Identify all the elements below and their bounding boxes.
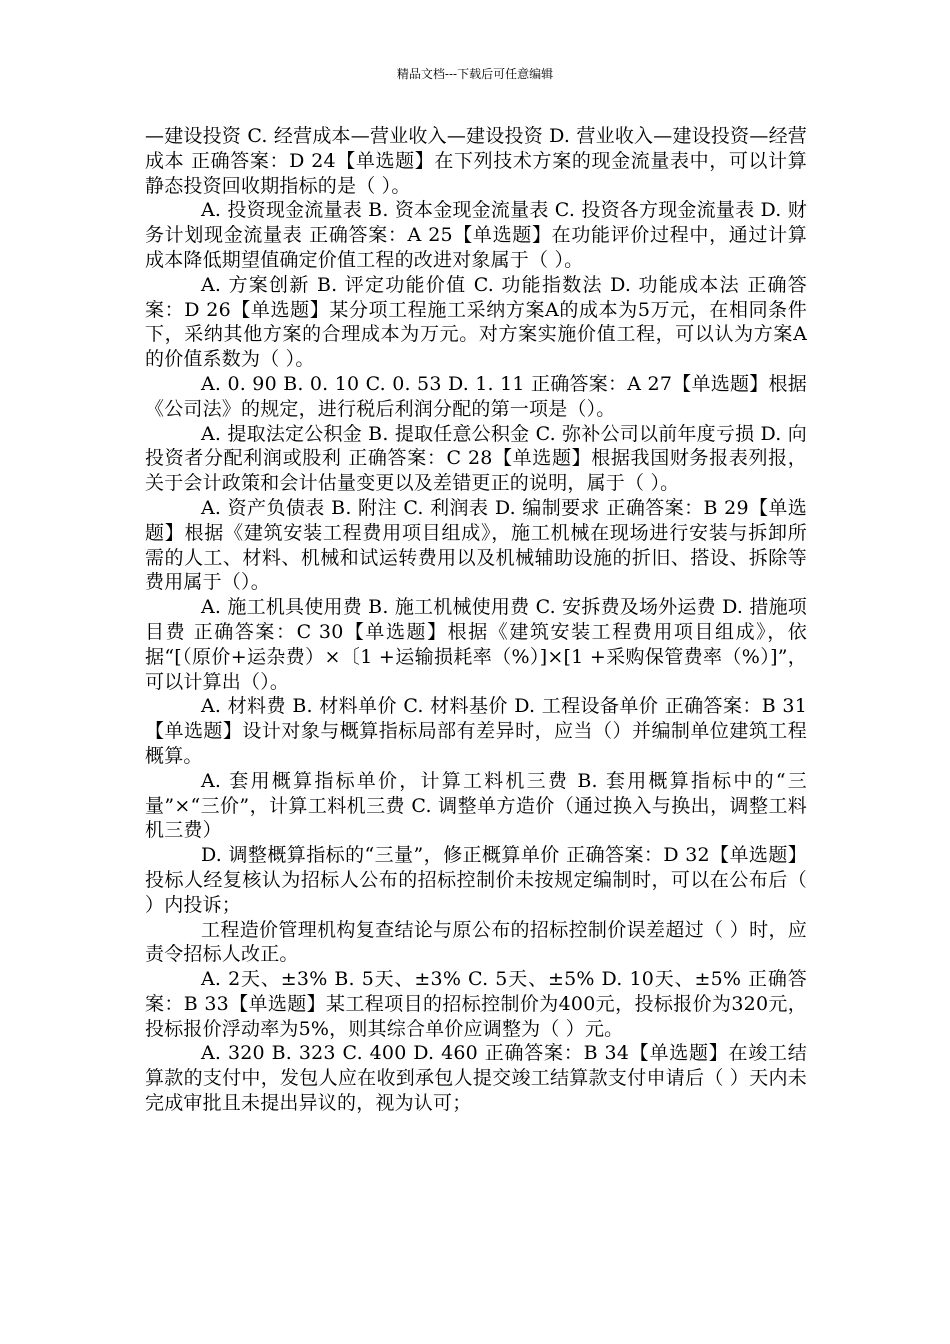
paragraph: A. 320 B. 323 C. 400 D. 460 正确答案：B 34【单选题】在竣工结算款的支付中，发包人应在收到承包人提交竣工结算款支付申请后（ ）天内未完成审批且未提出异议的，视为认可；	[145, 1042, 807, 1115]
paragraph: A. 投资现金流量表 B. 资本金现金流量表 C. 投资各方现金流量表 D. 财务计划现金流量表 正确答案：A 25【单选题】在功能评价过程中，通过计算成本降低期望值确定价值工程的改进对象属于（ ）。	[145, 199, 807, 271]
paragraph: A. 方案创新 B. 评定功能价值 C. 功能指数法 D. 功能成本法 正确答案：D 26【单选题】某分项工程施工采纳方案A的成本为5万元，在相同条件下，采纳其他方案的合理成本为万元。对方案实施价值工程，可以认为方案A的价值系数为（ ）。	[145, 273, 807, 371]
page-header: 精品文档---下载后可任意编辑	[396, 67, 554, 81]
paragraph: —建设投资 C. 经营成本—营业收入—建设投资 D. 营业收入—建设投资—经营成本 正确答案：D 24【单选题】在下列技术方案的现金流量表中，可以计算静态投资回收期指标的是（ ）。	[145, 125, 807, 197]
paragraph: D. 调整概算指标的“三量”，修正概算单价 正确答案：D 32【单选题】投标人经复核认为招标人公布的招标控制价未按规定编制时，可以在公布后（ ）内投诉；	[145, 844, 807, 916]
paragraph: A. 材料费 B. 材料单价 C. 材料基价 D. 工程设备单价 正确答案：B 31【单选题】设计对象与概算指标局部有差异时，应当（）并编制单位建筑工程概算。	[145, 695, 807, 767]
paragraph: A. 套用概算指标单价，计算工料机三费 B. 套用概算指标中的“三量”×“三价”，计算工料机三费 C. 调整单方造价（通过换入与换出，调整工料机三费）	[145, 769, 807, 842]
paragraph: A. 提取法定公积金 B. 提取任意公积金 C. 弥补公司以前年度亏损 D. 向投资者分配利润或股利 正确答案：C 28【单选题】根据我国财务报表列报，关于会计政策和会计估量变更以及差错更正的说明，属于（ ）。	[145, 422, 807, 495]
paragraph: A. 施工机具使用费 B. 施工机械使用费 C. 安拆费及场外运费 D. 措施项目费 正确答案：C 30【单选题】根据《建筑安装工程费用项目组成》，依据“[（原价+运杂费）×〔1 +运输损耗率（%）]×[1 +采购保管费率（%）]”，可以计算出（）。	[145, 596, 807, 693]
paragraph: A. 0. 90 B. 0. 10 C. 0. 53 D. 1. 11 正确答案：A 27【单选题】根据《公司法》的规定，进行税后利润分配的第一项是（）。	[145, 372, 807, 420]
document-body	[145, 124, 807, 1116]
paragraph: A. 资产负债表 B. 附注 C. 利润表 D. 编制要求 正确答案：B 29【单选题】根据《建筑安装工程费用项目组成》，施工机械在现场进行安装与拆卸所需的人工、材料、机械和试运转费用以及机械辅助设施的折旧、搭设、拆除等费用属于（）。	[145, 496, 807, 594]
paragraph: A. 2天、±3% B. 5天、±3% C. 5天、±5% D. 10天、±5% 正确答案：B 33【单选题】某工程项目的招标控制价为400元，投标报价为320元，投标报价浮动率为5%，则其综合单价应调整为（ ）元。	[145, 968, 807, 1040]
paragraph: 工程造价管理机构复查结论与原公布的招标控制价误差超过（ ）时，应责令招标人改正。	[145, 918, 807, 966]
